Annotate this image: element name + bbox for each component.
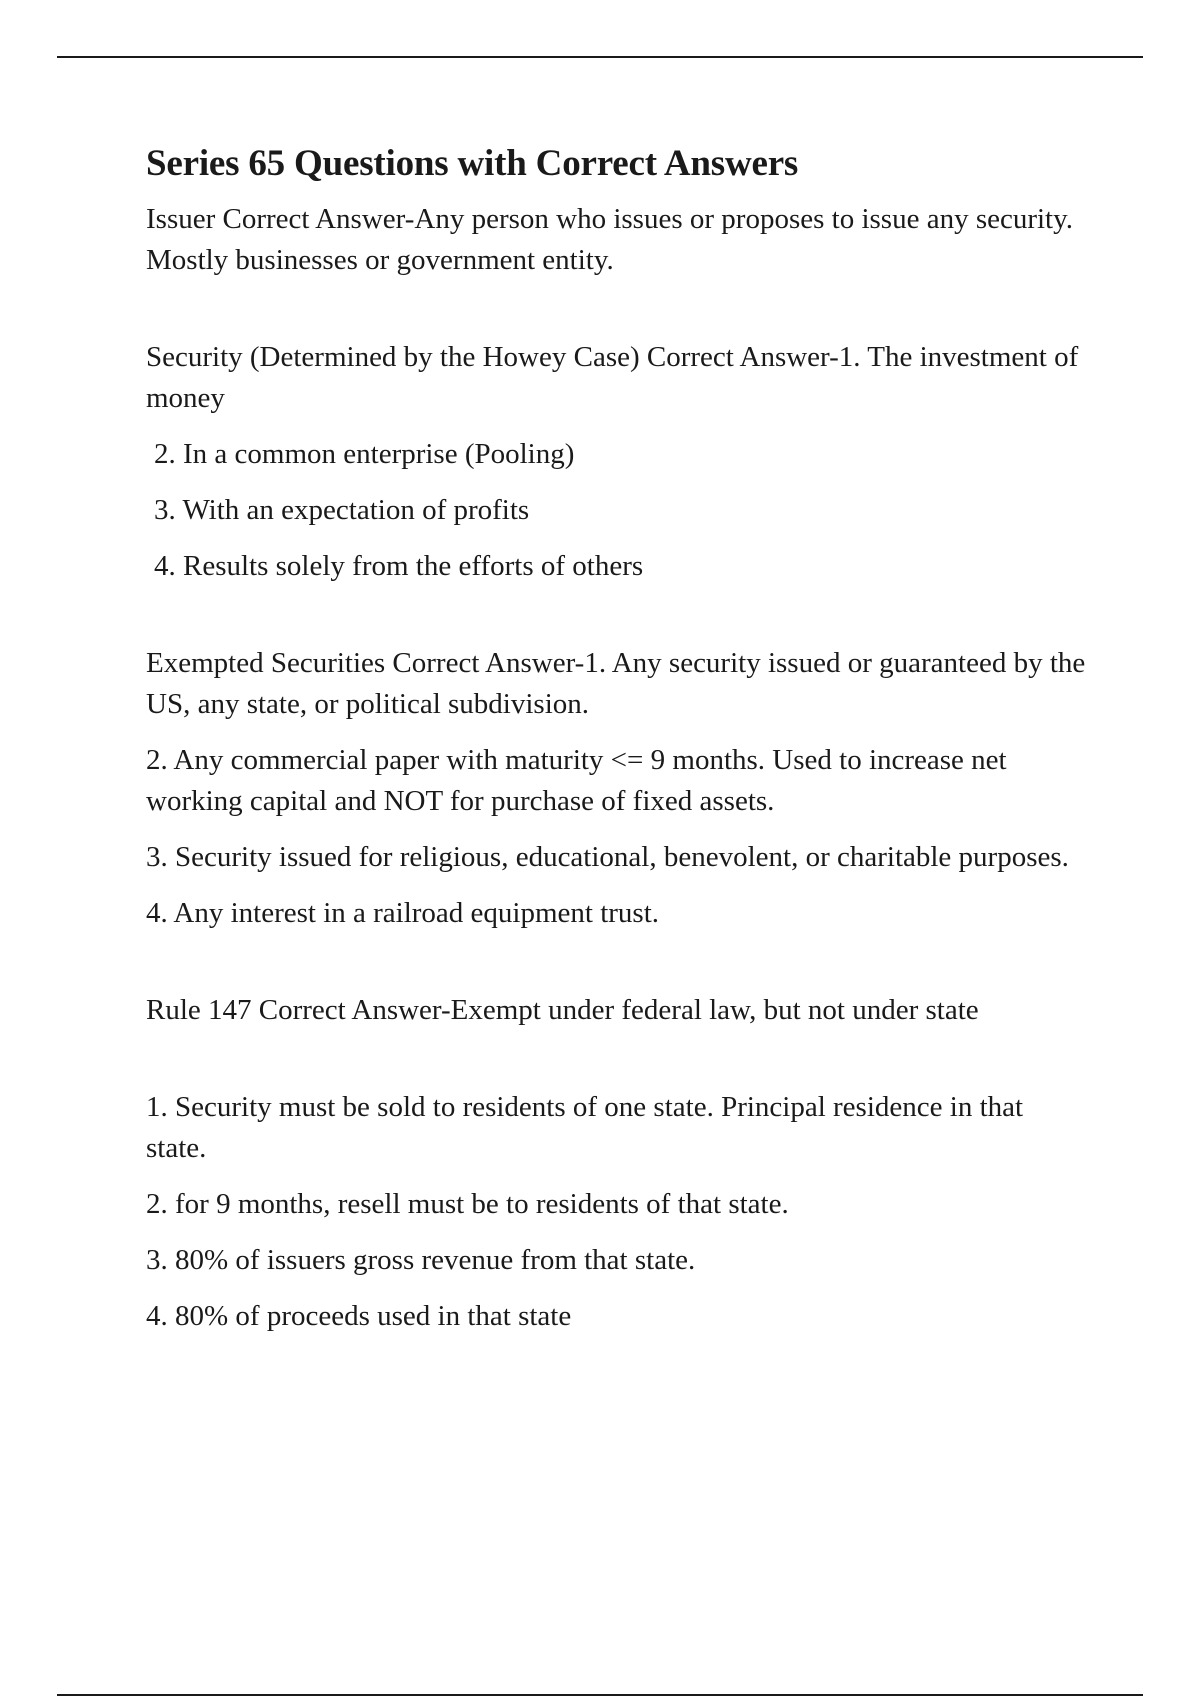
exempted-item-4: 4. Any interest in a railroad equipment trust. [146,897,660,929]
document-body [146,142,1086,1352]
spacer [146,602,1086,643]
spacer [146,949,1086,990]
exempted-item-3: 3. Security issued for religious, educational, benevolent, or charitable purposes. [146,841,1069,873]
top-divider [57,56,1143,58]
rule147-entry-lead: Rule 147 Correct Answer-Exempt under federal law, but not under state [146,994,979,1026]
exempted-item-2: 2. Any commercial paper with maturity <= 9 months. Used to increase net working capital and NOT for purchase of fixed assets. [146,744,1007,817]
rule147-item-2: 2. for 9 months, resell must be to residents of that state. [146,1188,789,1220]
document-title: Series 65 Questions with Correct Answers [146,143,799,184]
bottom-divider [57,1694,1143,1696]
security-item-4: 4. Results solely from the efforts of others [154,550,644,582]
spacer [146,296,1086,337]
rule147-item-1: 1. Security must be sold to residents of one state. Principal residence in that state. [146,1091,1024,1164]
rule147-item-3: 3. 80% of issuers gross revenue from that state. [146,1244,696,1276]
rule147-item-4: 4. 80% of proceeds used in that state [146,1300,572,1332]
security-item-2: 2. In a common enterprise (Pooling) [154,438,575,470]
spacer [146,1046,1086,1087]
security-entry-lead: Security (Determined by the Howey Case) Correct Answer-1. The investment of money [146,341,1079,414]
issuer-entry: Issuer Correct Answer-Any person who issues or proposes to issue any security. Mostly businesses or government entity. [146,203,1073,276]
security-item-3: 3. With an expectation of profits [154,494,530,526]
exempted-entry-lead: Exempted Securities Correct Answer-1. Any security issued or guaranteed by the US, any state, or political subdivision. [146,647,1086,720]
